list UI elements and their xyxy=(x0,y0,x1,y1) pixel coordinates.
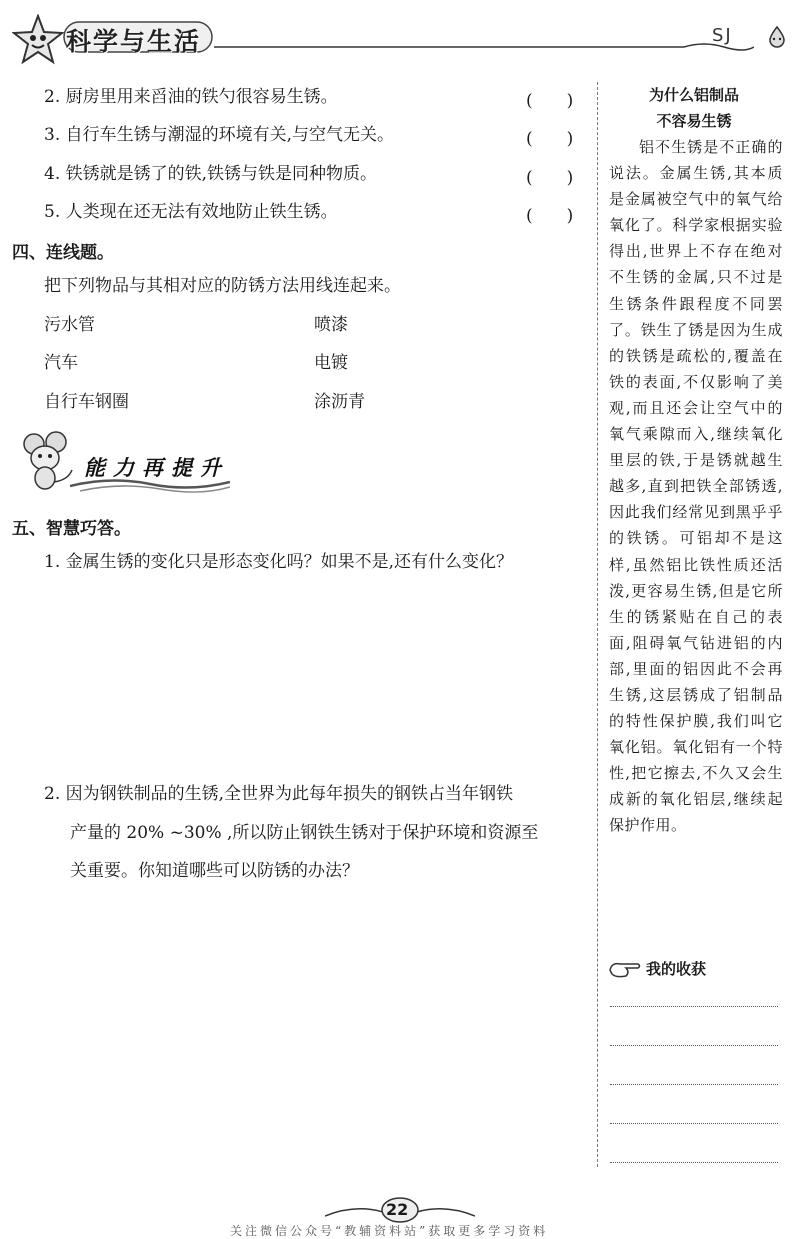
star-mascot-icon xyxy=(12,14,64,66)
page-number: 22 xyxy=(386,1200,409,1219)
answer-paren-4[interactable]: ( ) xyxy=(526,168,574,188)
sidebar-article-body: 铝不生锈是不正确的说法。金属生锈,其本质是金属被空气中的氧气给氧化了。科学家根据实验得出,世界上不存在绝对不生锈的金属,只不过是生锈条件跟程度不同罢了。铁生了锈是因为生成的铁锈是疏松的,覆盖在铁的表面,不仅影响了美观,而且还会让空气中的氧气乘隙而入,继续氧化里层的铁,于是锈就越生越多,直到把铁全部锈透,因此我们经常见到黑乎乎的铁锈。可铝却不是这样,虽然铝比铁性质还活泼,更容易生锈,但是它所生的锈紧贴在自己的表面,阻碍氧气钻进铝的内部,里面的铝因此不会再生锈,这层锈成了铝制品的特性保护膜,我们叫它氧化铝。氧化铝有一个特性,把它擦去,不久又会生成新的氧化铝层,继续起保护作用。 xyxy=(609,138,783,835)
matching-left-item[interactable]: 自行车钢圈 xyxy=(44,392,129,412)
question-2-line: 关重要。你知道哪些可以防锈的办法？ xyxy=(70,861,359,881)
column-divider xyxy=(597,82,598,1167)
section-heading-matching: 四、连线题。 xyxy=(12,243,114,263)
matching-right-item[interactable]: 涂沥青 xyxy=(314,392,365,412)
harvest-answer-line[interactable] xyxy=(610,1006,778,1007)
matching-right-item[interactable]: 电镀 xyxy=(314,353,348,373)
question-2-line: 2. 因为钢铁制品的生锈,全世界为此每年损失的钢铁占当年钢铁 xyxy=(44,784,514,804)
matching-instruction: 把下列物品与其相对应的防锈方法用线连起来。 xyxy=(44,276,401,296)
pointing-hand-icon xyxy=(608,958,642,980)
answer-paren-5[interactable]: ( ) xyxy=(526,206,574,226)
answer-paren-3[interactable]: ( ) xyxy=(526,129,574,149)
harvest-answer-line[interactable] xyxy=(610,1123,778,1124)
judgement-item-3: 3. 自行车生锈与潮湿的环境有关,与空气无关。 xyxy=(44,125,395,145)
judgement-item-5: 5. 人类现在还无法有效地防止铁生锈。 xyxy=(44,202,338,222)
mouse-mascot-icon xyxy=(16,430,78,492)
judgement-item-2: 2. 厨房里用来舀油的铁勺很容易生锈。 xyxy=(44,87,338,107)
harvest-answer-line[interactable] xyxy=(610,1045,778,1046)
answer-paren-2[interactable]: ( ) xyxy=(526,91,574,111)
matching-left-item[interactable]: 污水管 xyxy=(44,315,95,335)
footer-note: 关注微信公众号“教辅资料站”获取更多学习资料 xyxy=(230,1224,549,1238)
ability-banner-title: 能力再提升 xyxy=(84,456,229,480)
judgement-item-4: 4. 铁锈就是锈了的铁,铁锈与铁是同种物质。 xyxy=(44,164,378,184)
sidebar-title-line: 不容易生锈 xyxy=(656,112,732,130)
question-2-line: 产量的 20% ~30% ,所以防止钢铁生锈对于保护环境和资源至 xyxy=(70,823,539,843)
harvest-answer-line[interactable] xyxy=(610,1084,778,1085)
harvest-answer-line[interactable] xyxy=(610,1162,778,1163)
matching-left-item[interactable]: 汽车 xyxy=(44,353,78,373)
matching-right-item[interactable]: 喷漆 xyxy=(314,315,348,335)
question-1: 1. 金属生锈的变化只是形态变化吗？如果不是,还有什么变化？ xyxy=(44,552,514,572)
series-code: SJ xyxy=(712,25,733,46)
harvest-label: 我的收获 xyxy=(646,960,707,978)
section-heading-wisdom: 五、智慧巧答。 xyxy=(12,519,131,539)
header-rule xyxy=(214,43,754,51)
water-drop-icon xyxy=(764,24,790,50)
sidebar-title-line: 为什么铝制品 xyxy=(648,86,739,104)
brand-title: 科学与生活 xyxy=(66,27,202,56)
